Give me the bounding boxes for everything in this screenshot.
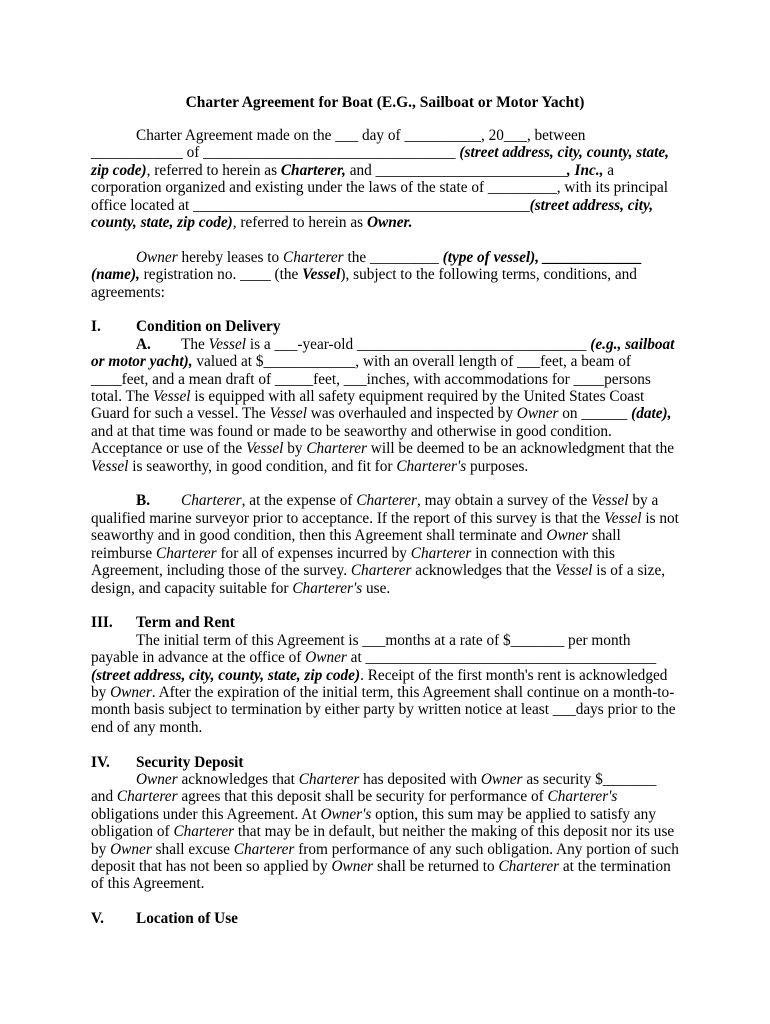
section-title: Location of Use	[136, 910, 238, 928]
paragraph-a: A. The Vessel is a ___-year-old ______________________________ (e.g., sailboat or motor yacht), valued at $____________, with an overall length of ___feet, a beam of ____feet, and a mean draft of _____feet, ___inches, with accommodations for ____persons total. The Vessel is equipped with all safety equipment required by the United States Coast Guard for such a vessel. The Vessel was overhauled and inspected by Owner on ______ (date), and at that time was found or made to be seaworthy and otherwise in good condition. Acceptance or use of the Vessel by Charterer will be deemed to be an acknowledgment that the Vessel is seaworthy, in good condition, and fit for Charterer's purposes.	[91, 335, 675, 475]
paragraph-lease: Owner hereby leases to Charterer the _________ (type of vessel), _____________ (name), registration no. ____ (the Vessel), subject to the following terms, conditions, and agreements:	[91, 248, 643, 301]
subsection-label: B.	[136, 492, 151, 510]
section-heading-condition	[91, 318, 679, 335]
section-title: Security Deposit	[136, 753, 244, 771]
paragraph-b: B. Charterer, at the expense of Charterer, may obtain a survey of the Vessel by a qualified marine surveyor prior to acceptance. If the report of this survey is that the Vessel is not seaworthy and in good condition, then this Agreement shall terminate and Owner shall reimburse Charterer for all of expenses incurred by Charterer in connection with this Agreement, including those of the survey. Charterer acknowledges that the Vessel is of a size, design, and capacity suitable for Charterer's use.	[91, 492, 679, 597]
section-title: Term and Rent	[136, 614, 235, 632]
document-title: Charter Agreement for Boat (E.G., Sailboat or Motor Yacht)	[185, 94, 585, 111]
paragraph-term: The initial term of this Agreement is ___months at a rate of $_______ per month payable in advance at the office of Owner at ______________________________________ (street address, city, county, state, zip code). Receipt of the first month's rent is acknowledged by Owner. After the expiration of the initial term, this Agreement shall continue on a month-to-month basis subject to termination by either party by written notice at least ___days prior to the end of any month.	[91, 631, 676, 736]
section-heading-term	[91, 614, 679, 631]
section-number: IV.	[91, 753, 110, 771]
section-number: V.	[91, 910, 104, 928]
subsection-label: A.	[136, 335, 151, 353]
section-number: I.	[91, 318, 101, 336]
paragraph-parties: Charter Agreement made on the ___ day of __________, 20___, between ____________ of _________________________________ (street address, city, county, state, zip code), referred to herein as Charterer, and _________________________, Inc., a corporation organized and existing under the laws of the state of _________, with its principal office located at ____________________________________________(street address, city, county, state, zip code), referred to herein as Owner.	[91, 127, 669, 232]
section-title: Condition on Delivery	[136, 318, 281, 336]
section-number: III.	[91, 614, 113, 632]
section-heading-deposit	[91, 754, 679, 771]
paragraph-deposit: Owner acknowledges that Charterer has deposited with Owner as security $_______ and Charterer agrees that this deposit shall be security for performance of Charterer's obligations under this Agreement. At Owner's option, this sum may be applied to satisfy any obligation of Charterer that may be in default, but neither the making of this deposit nor its use by Owner shall excuse Charterer from performance of any such obligation. Any portion of such deposit that has not been so applied by Owner shall be returned to Charterer at the termination of this Agreement.	[91, 770, 679, 893]
section-heading-location	[91, 910, 679, 927]
